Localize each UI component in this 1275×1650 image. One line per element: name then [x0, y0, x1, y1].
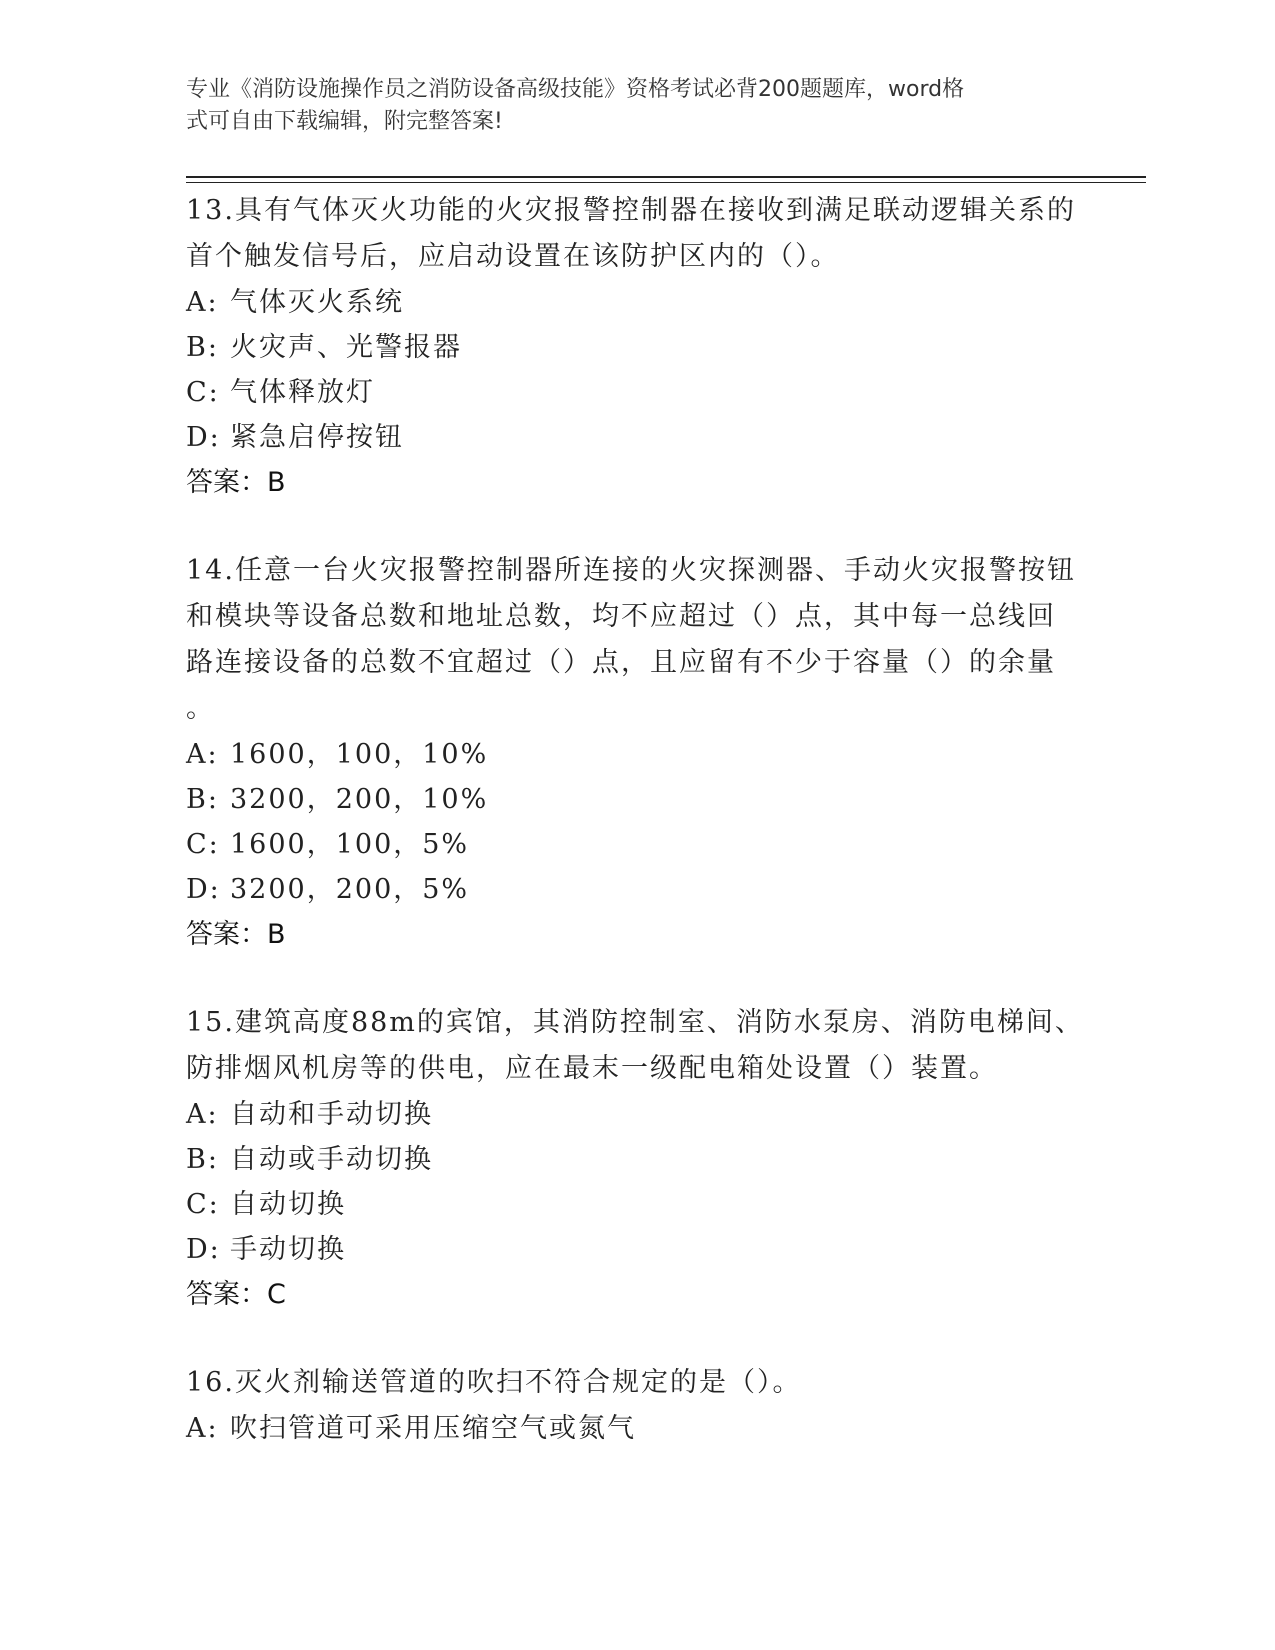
- question-text: [186, 188, 1086, 280]
- question-text: [186, 548, 1086, 732]
- option-d: [186, 1227, 1086, 1272]
- option-letter: B:: [186, 784, 219, 815]
- option-text: 3200，200，10%: [230, 784, 489, 815]
- option-letter: A:: [186, 287, 219, 318]
- option-text: 火灾声、光警报器: [230, 332, 462, 363]
- answer-line: 答案：B: [186, 467, 286, 498]
- option-letter: D:: [186, 1234, 221, 1265]
- option-text: 自动切换: [230, 1189, 346, 1220]
- option-d: [186, 867, 1086, 912]
- option-a: [186, 280, 1086, 325]
- option-letter: A:: [186, 1099, 219, 1130]
- option-text: 自动或手动切换: [230, 1144, 433, 1175]
- question-line: 首个触发信号后，应启动设置在该防护区内的（）。: [186, 241, 840, 272]
- question-line: 13.具有气体灭火功能的火灾报警控制器在接收到满足联动逻辑关系的: [186, 195, 1076, 226]
- option-c: [186, 822, 1086, 867]
- question-line: 14.任意一台火灾报警控制器所连接的火灾探测器、手动火灾报警按钮: [186, 555, 1076, 586]
- document-header: [186, 74, 1066, 138]
- question-16: [186, 1360, 1086, 1451]
- option-letter: C:: [186, 377, 220, 408]
- option-letter: D:: [186, 874, 221, 905]
- question-14: [186, 548, 1086, 958]
- option-letter: B:: [186, 1144, 219, 1175]
- question-line: 16.灭火剂输送管道的吹扫不符合规定的是（）。: [186, 1367, 802, 1398]
- option-b: [186, 777, 1086, 822]
- option-text: 1600，100，10%: [230, 739, 489, 770]
- header-divider-thick: [186, 176, 1146, 178]
- header-line-2: 式可自由下载编辑，附完整答案!: [186, 109, 503, 134]
- option-letter: A:: [186, 739, 219, 770]
- option-a: [186, 732, 1086, 777]
- option-b: [186, 325, 1086, 370]
- option-text: 手动切换: [230, 1234, 346, 1265]
- option-text: 3200，200，5%: [230, 874, 470, 905]
- option-text: 1600，100，5%: [230, 829, 470, 860]
- answer-line: 答案：C: [186, 1279, 286, 1310]
- option-letter: B:: [186, 332, 219, 363]
- question-line: 15.建筑高度88m的宾馆，其消防控制室、消防水泵房、消防电梯间、: [186, 1007, 1084, 1038]
- option-letter: D:: [186, 422, 221, 453]
- option-text: 紧急启停按钮: [230, 422, 404, 453]
- option-letter: C:: [186, 1189, 220, 1220]
- option-a: [186, 1406, 1086, 1451]
- option-d: [186, 415, 1086, 460]
- question-15: [186, 1000, 1086, 1318]
- question-text: [186, 1360, 1086, 1406]
- option-letter: C:: [186, 829, 220, 860]
- option-text: 气体灭火系统: [230, 287, 404, 318]
- option-a: [186, 1092, 1086, 1137]
- option-b: [186, 1137, 1086, 1182]
- question-text: [186, 1000, 1086, 1092]
- question-13: [186, 188, 1086, 506]
- question-line: 防排烟风机房等的供电，应在最末一级配电箱处设置（）装置。: [186, 1053, 998, 1084]
- question-line: 路连接设备的总数不宜超过（）点，且应留有不少于容量（）的余量: [186, 647, 1056, 678]
- option-text: 吹扫管道可采用压缩空气或氮气: [230, 1413, 636, 1444]
- option-letter: A:: [186, 1413, 219, 1444]
- answer-line: 答案：B: [186, 919, 286, 950]
- question-line: 和模块等设备总数和地址总数，均不应超过（）点，其中每一总线回: [186, 601, 1056, 632]
- header-divider-thin: [186, 182, 1146, 183]
- option-text: 气体释放灯: [230, 377, 375, 408]
- question-line: 。: [186, 693, 215, 724]
- option-text: 自动和手动切换: [230, 1099, 433, 1130]
- question-list: [186, 188, 1086, 1493]
- header-line-1: 专业《消防设施操作员之消防设备高级技能》资格考试必背200题题库，word格: [186, 77, 965, 102]
- option-c: [186, 1182, 1086, 1227]
- option-c: [186, 370, 1086, 415]
